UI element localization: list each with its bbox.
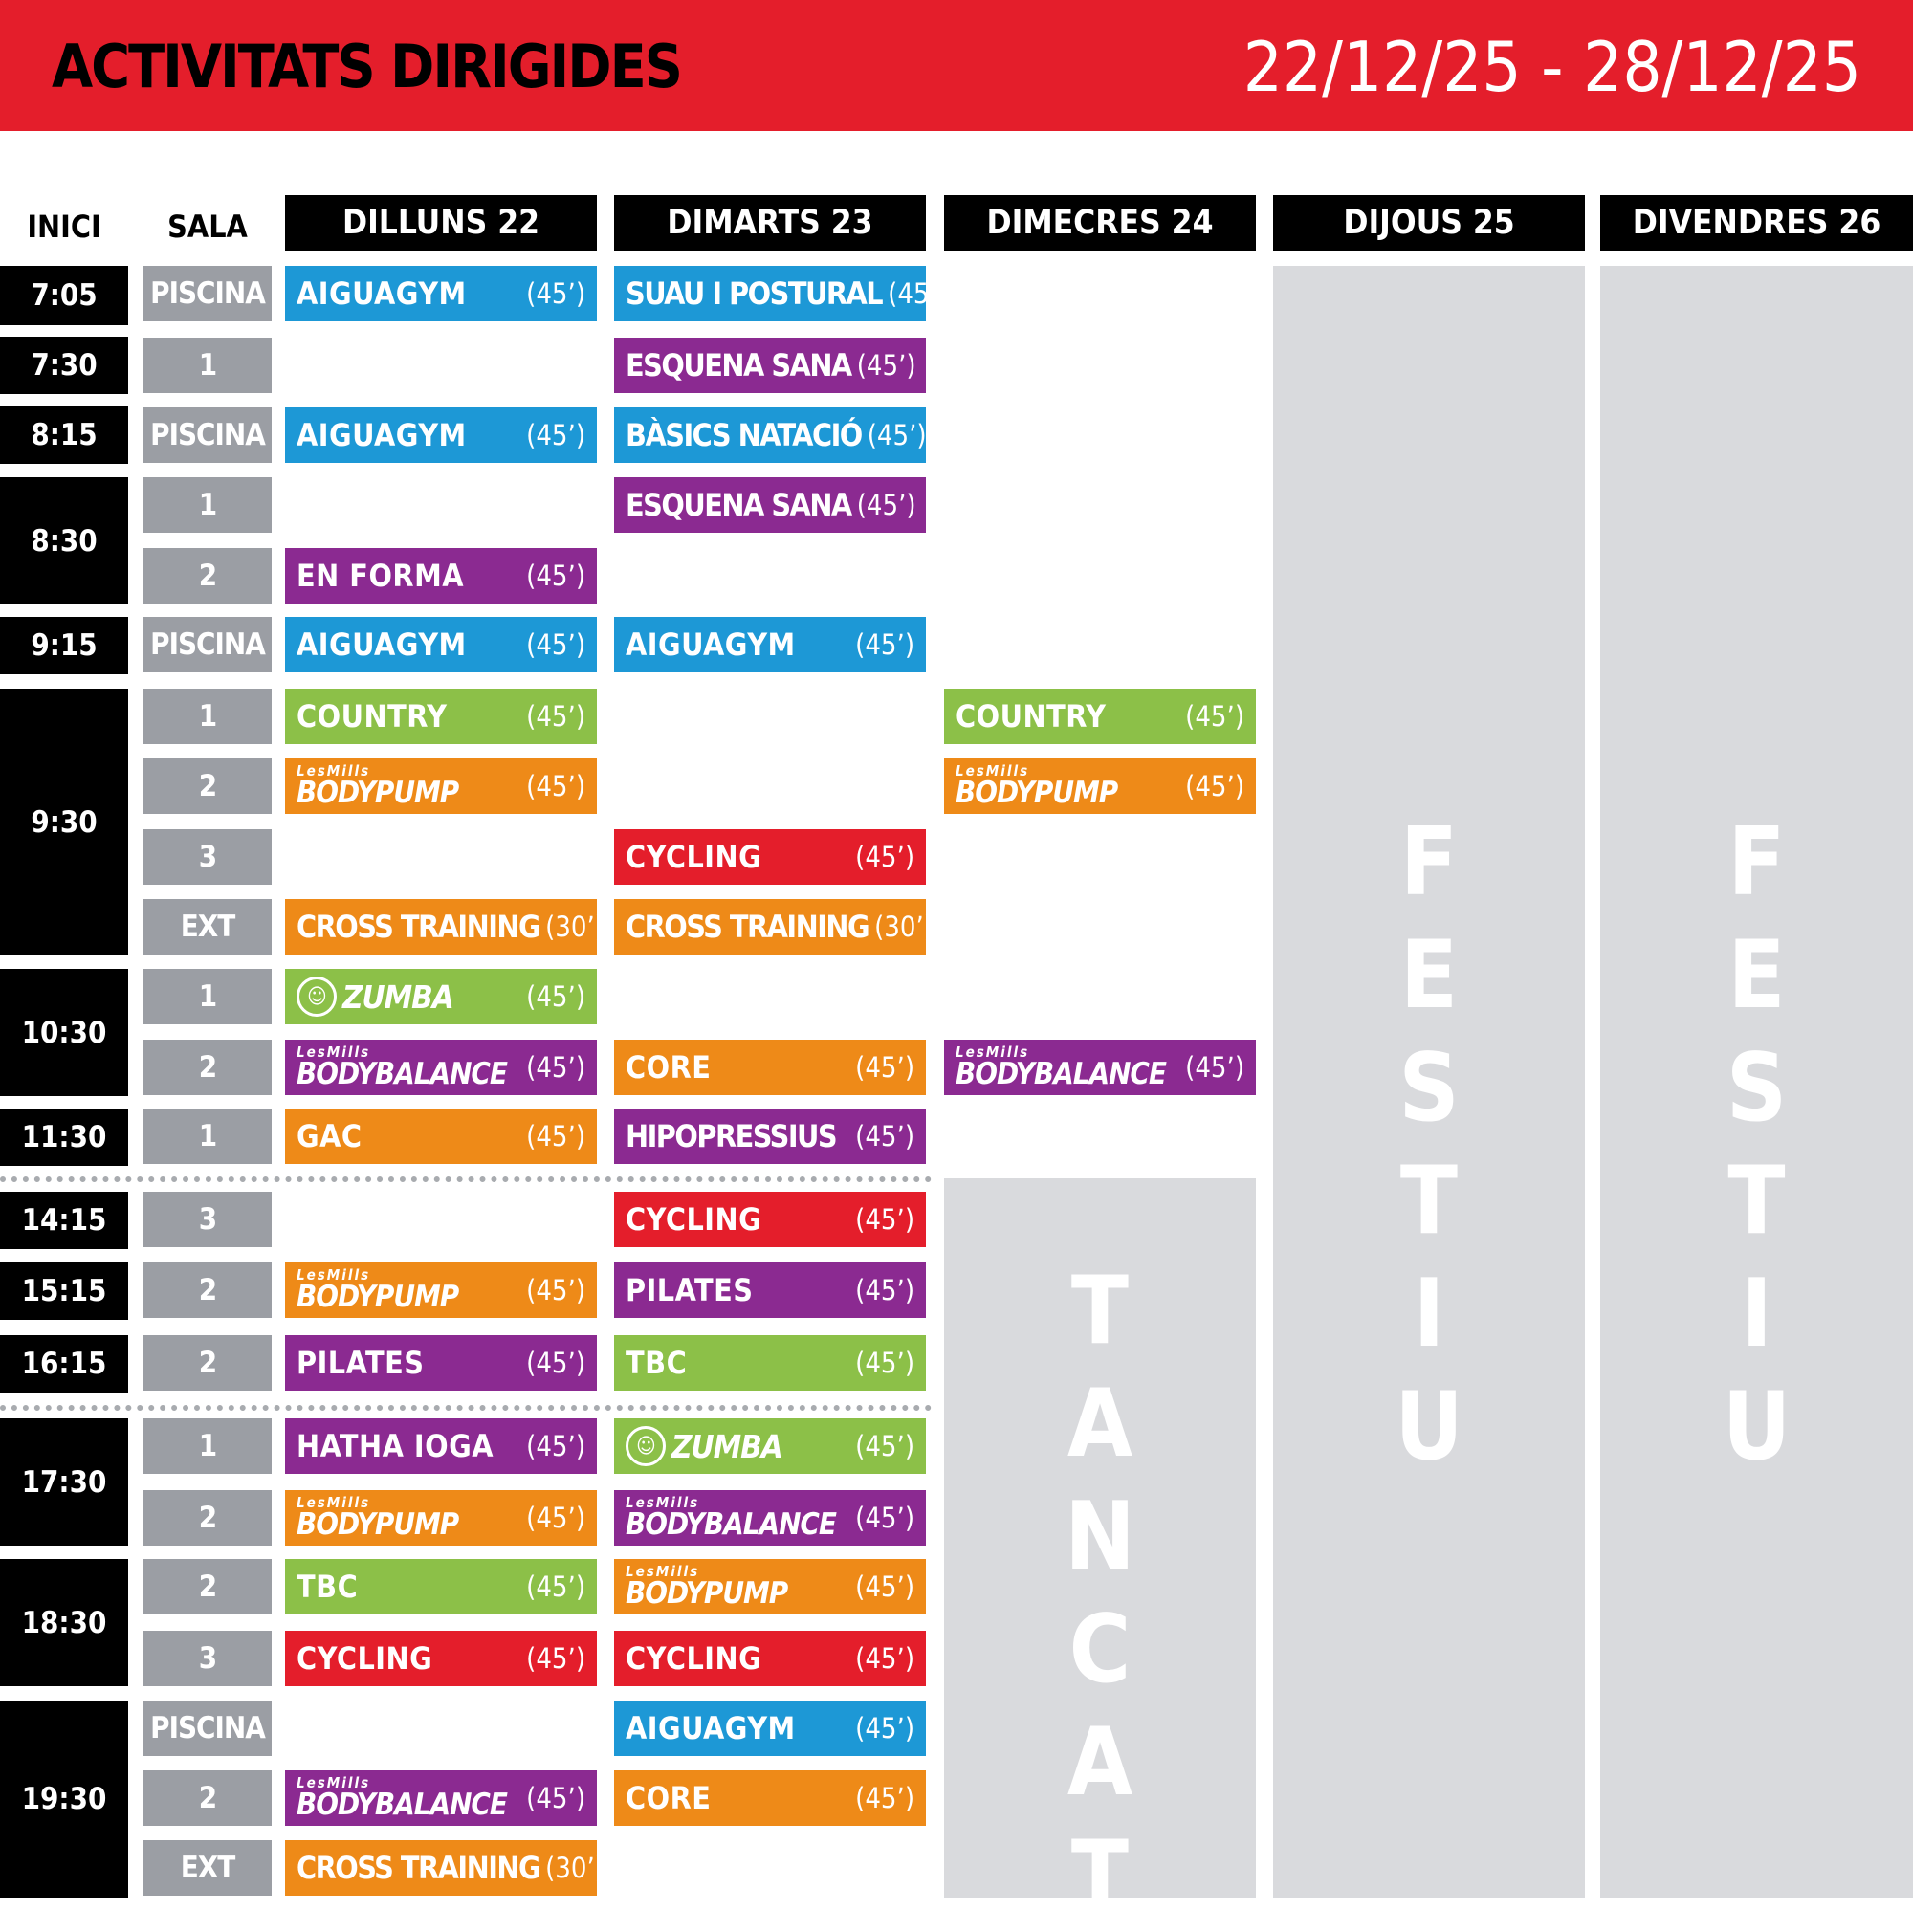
activity-duration: (45’)	[855, 1642, 914, 1675]
activity-duration: (45’)	[526, 1782, 585, 1814]
column-header-start: INICI	[27, 209, 101, 245]
activity-duration: (45’)	[526, 700, 585, 733]
activity-duration: (45’)	[888, 277, 947, 310]
room-cell: 1	[143, 689, 272, 744]
room-cell: 3	[143, 1631, 272, 1686]
activity-name: BODYPUMP	[626, 1576, 788, 1611]
activity-duration: (45’)	[526, 1570, 585, 1603]
vertical-label-letter: T	[1070, 1821, 1130, 1930]
activity-name: AIGUAGYM	[297, 626, 467, 663]
activity-name: BODYPUMP	[956, 776, 1118, 810]
activity-block	[285, 1631, 597, 1686]
room-cell: 3	[143, 1192, 272, 1247]
activity-name: BODYBALANCE	[626, 1507, 836, 1542]
activity-duration: (45’)	[855, 1347, 914, 1379]
day-header-friday: DIVENDRES 26	[1600, 195, 1913, 251]
activity-name: HATHA IOGA	[297, 1428, 494, 1464]
activity-duration: (45’)	[855, 1430, 914, 1462]
activity-name: PILATES	[626, 1272, 754, 1308]
holiday-column-friday	[1600, 266, 1913, 1898]
activity-name: BODYBALANCE	[297, 1057, 507, 1091]
brand-label: LesMills	[626, 1494, 700, 1511]
time-cell: 7:30	[0, 337, 128, 394]
activity-duration: (45’)	[526, 419, 585, 451]
activity-block	[614, 829, 926, 885]
vertical-label-letter: N	[1065, 1482, 1135, 1592]
activity-name: AIGUAGYM	[626, 626, 796, 663]
room-cell: 2	[143, 1040, 272, 1095]
activity-block	[614, 1770, 926, 1826]
vertical-label-letter: T	[1070, 1257, 1130, 1366]
activity-block	[285, 1262, 597, 1318]
time-cell: 9:15	[0, 617, 128, 674]
activity-block	[614, 1701, 926, 1756]
activity-name: CYCLING	[626, 1640, 762, 1677]
time-cell: 15:15	[0, 1262, 128, 1320]
activity-block	[614, 1262, 926, 1318]
activity-name: TBC	[297, 1569, 359, 1605]
room-cell: 2	[143, 548, 272, 604]
room-cell: 2	[143, 1262, 272, 1318]
brand-label: LesMills	[626, 1563, 700, 1580]
activity-name: BÀSICS NATACIÓ	[626, 417, 862, 453]
room-cell: 2	[143, 1559, 272, 1614]
activity-block	[285, 758, 597, 814]
activity-name: PILATES	[297, 1345, 425, 1381]
activity-duration: (45’)	[526, 1502, 585, 1534]
activity-duration: (30’)	[874, 911, 934, 943]
activity-duration: (45’)	[526, 1120, 585, 1153]
activity-name: AIGUAGYM	[297, 417, 467, 453]
activity-name: CROSS TRAINING	[626, 909, 869, 945]
vertical-label-letter: A	[1066, 1708, 1133, 1817]
lesmills-logo	[297, 764, 520, 808]
activity-block	[614, 1109, 926, 1164]
room-cell: 1	[143, 338, 272, 393]
activity-duration: (45’)	[526, 1642, 585, 1675]
activity-name: CORE	[626, 1049, 712, 1086]
activity-name: ZUMBA	[671, 1427, 782, 1465]
activity-name: CYCLING	[626, 839, 762, 875]
vertical-label-letter: T	[1727, 1147, 1786, 1256]
lesmills-logo	[297, 1776, 520, 1820]
brand-label: LesMills	[297, 1266, 371, 1284]
vertical-label-letter: I	[1741, 1260, 1772, 1369]
activity-block	[285, 548, 597, 604]
activity-block	[614, 477, 926, 533]
lesmills-logo	[297, 1496, 520, 1540]
activity-name: TBC	[626, 1345, 688, 1381]
time-cell: 7:05	[0, 266, 128, 325]
activity-duration: (30’)	[545, 911, 605, 943]
activity-block	[614, 1192, 926, 1247]
activity-block	[614, 407, 926, 463]
lesmills-logo	[297, 1268, 520, 1312]
activity-name: BODYPUMP	[297, 776, 459, 810]
room-cell: 1	[143, 969, 272, 1024]
activity-duration: (45’)	[855, 1120, 914, 1153]
activity-duration: (45’)	[526, 560, 585, 592]
activity-duration: (45’)	[855, 1782, 914, 1814]
activity-block	[285, 1559, 597, 1614]
activity-name: GAC	[297, 1118, 363, 1154]
activity-duration: (45’)	[526, 628, 585, 661]
activity-duration: (45’)	[526, 1430, 585, 1462]
room-cell: 2	[143, 758, 272, 814]
activity-name: ESQUENA SANA	[626, 487, 851, 523]
activity-duration: (45’)	[1185, 700, 1244, 733]
activity-block	[285, 1418, 597, 1474]
vertical-label-letter: S	[1726, 1034, 1788, 1143]
activity-block	[614, 1490, 926, 1546]
time-cell: 10:30	[0, 969, 128, 1096]
room-cell: EXT	[143, 1840, 272, 1896]
activity-duration: (45’)	[855, 841, 914, 873]
activity-duration: (45’)	[855, 1502, 914, 1534]
room-cell: PISCINA	[143, 1701, 272, 1756]
activity-name: BODYBALANCE	[297, 1788, 507, 1822]
activity-block	[285, 1109, 597, 1164]
column-header-room: SALA	[167, 209, 248, 245]
activity-block	[285, 1335, 597, 1391]
activity-block	[614, 899, 934, 955]
activity-block	[285, 1040, 597, 1095]
closed-column-wednesday	[944, 1178, 1256, 1930]
day-header-wednesday: DIMECRES 24	[944, 195, 1256, 251]
time-cell: 17:30	[0, 1418, 128, 1546]
activity-duration: (45’)	[526, 980, 585, 1013]
lesmills-logo	[956, 1045, 1179, 1089]
activity-name: EN FORMA	[297, 558, 465, 594]
activity-block	[944, 1040, 1256, 1095]
activity-block	[944, 689, 1256, 744]
activity-duration: (45’)	[1185, 770, 1244, 802]
activity-duration: (30’)	[545, 1852, 605, 1884]
vertical-label-letter: I	[1413, 1260, 1445, 1369]
room-cell: 1	[143, 1109, 272, 1164]
activity-duration: (45’)	[1185, 1051, 1244, 1084]
time-cell: 11:30	[0, 1109, 128, 1166]
activity-name: SUAU I POSTURAL	[626, 275, 883, 312]
vertical-label-letter: C	[1068, 1595, 1132, 1704]
activity-name: ESQUENA SANA	[626, 347, 851, 384]
activity-duration: (45’)	[526, 1274, 585, 1306]
activity-name: COUNTRY	[956, 698, 1107, 735]
vertical-label-letter: F	[1399, 808, 1459, 917]
activity-duration: (45’)	[855, 1712, 914, 1745]
activity-block	[285, 689, 597, 744]
room-cell: 3	[143, 829, 272, 885]
zumba-logo-icon: ☺	[626, 1426, 666, 1466]
activity-duration: (45’)	[526, 770, 585, 802]
brand-label: LesMills	[956, 762, 1030, 779]
activity-block	[285, 1770, 597, 1826]
holiday-column-thursday	[1273, 266, 1585, 1898]
room-cell: 2	[143, 1335, 272, 1391]
day-header-thursday: DIJOUS 25	[1273, 195, 1585, 251]
activity-block	[614, 1559, 926, 1614]
brand-label: LesMills	[297, 1774, 371, 1791]
activity-block	[285, 266, 597, 321]
activity-duration: (45’)	[526, 1347, 585, 1379]
activity-duration: (45’)	[526, 1051, 585, 1084]
activity-duration: (45’)	[856, 349, 916, 382]
activity-name: BODYPUMP	[297, 1507, 459, 1542]
room-cell: 1	[143, 477, 272, 533]
activity-block	[614, 1040, 926, 1095]
activity-name: CROSS TRAINING	[297, 1850, 540, 1886]
activity-duration: (45’)	[855, 1274, 914, 1306]
activity-block	[285, 1840, 605, 1896]
room-cell: 1	[143, 1418, 272, 1474]
zumba-logo-icon: ☺	[297, 977, 337, 1017]
vertical-label-letter: E	[1399, 921, 1459, 1030]
activity-block	[614, 617, 926, 672]
lesmills-logo	[626, 1496, 849, 1540]
lesmills-logo	[956, 764, 1179, 808]
activity-name: COUNTRY	[297, 698, 448, 735]
brand-label: LesMills	[297, 1043, 371, 1061]
time-cell: 9:30	[0, 689, 128, 955]
activity-duration: (45’)	[855, 1570, 914, 1603]
activity-block	[285, 1490, 597, 1546]
room-cell: PISCINA	[143, 617, 272, 672]
activity-duration: (45’)	[856, 489, 916, 521]
activity-block	[285, 617, 597, 672]
activity-name: CROSS TRAINING	[297, 909, 540, 945]
brand-label: LesMills	[956, 1043, 1030, 1061]
activity-name: HIPOPRESSIUS	[626, 1118, 837, 1154]
time-cell: 8:15	[0, 406, 128, 464]
room-cell: 2	[143, 1490, 272, 1546]
activity-name: BODYBALANCE	[956, 1057, 1166, 1091]
activity-duration: (45’)	[855, 1051, 914, 1084]
activity-name: ZUMBA	[342, 977, 453, 1016]
time-cell: 18:30	[0, 1559, 128, 1686]
activity-block	[614, 266, 947, 321]
room-cell: PISCINA	[143, 407, 272, 463]
activity-name: AIGUAGYM	[626, 1710, 796, 1746]
room-cell: 2	[143, 1770, 272, 1826]
time-cell: 16:15	[0, 1335, 128, 1393]
activity-block	[944, 758, 1256, 814]
date-range: 22/12/25 - 28/12/25	[1242, 27, 1861, 107]
vertical-label-letter: U	[1722, 1372, 1792, 1482]
activity-duration: (45’)	[867, 419, 927, 451]
activity-name: CYCLING	[626, 1201, 762, 1238]
activity-name: CORE	[626, 1780, 712, 1816]
activity-block	[614, 1418, 926, 1474]
time-cell: 19:30	[0, 1701, 128, 1898]
vertical-label-letter: S	[1398, 1034, 1460, 1143]
activity-block	[285, 899, 605, 955]
day-header-monday: DILLUNS 22	[285, 195, 597, 251]
lesmills-logo	[297, 1045, 520, 1089]
vertical-label-letter: E	[1727, 921, 1786, 1030]
room-cell: PISCINA	[143, 266, 272, 321]
brand-label: LesMills	[297, 762, 371, 779]
afternoon-separator	[0, 1405, 932, 1411]
lesmills-logo	[626, 1565, 849, 1609]
time-cell: 14:15	[0, 1192, 128, 1249]
vertical-label-letter: U	[1395, 1372, 1463, 1482]
activity-block	[614, 338, 926, 393]
activity-block	[614, 1335, 926, 1391]
lunch-separator	[0, 1176, 932, 1182]
vertical-label-letter: T	[1399, 1147, 1459, 1256]
page-title: ACTIVITATS DIRIGIDES	[52, 32, 681, 101]
activity-duration: (45’)	[855, 1203, 914, 1236]
activity-name: BODYPUMP	[297, 1280, 459, 1314]
vertical-label-letter: A	[1066, 1370, 1133, 1479]
activity-block	[285, 969, 597, 1024]
activity-name: AIGUAGYM	[297, 275, 467, 312]
day-header-tuesday: DIMARTS 23	[614, 195, 926, 251]
time-cell: 8:30	[0, 477, 128, 604]
activity-duration: (45’)	[855, 628, 914, 661]
room-cell: EXT	[143, 899, 272, 955]
activity-name: CYCLING	[297, 1640, 433, 1677]
activity-block	[614, 1631, 926, 1686]
vertical-label-letter: F	[1727, 808, 1786, 917]
activity-block	[285, 407, 597, 463]
brand-label: LesMills	[297, 1494, 371, 1511]
activity-duration: (45’)	[526, 277, 585, 310]
